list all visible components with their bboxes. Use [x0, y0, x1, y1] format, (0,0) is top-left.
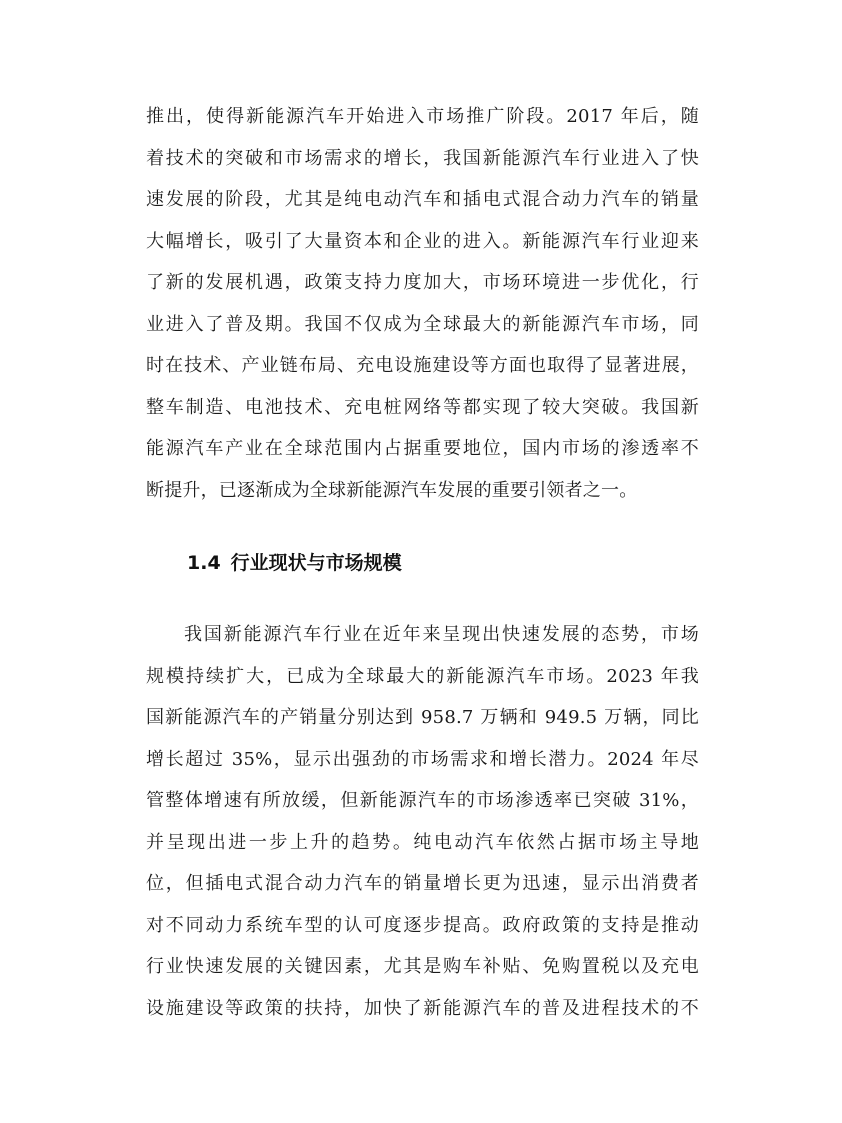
paragraph-line: 国新能源汽车的产销量分别达到 958.7 万辆和 949.5 万辆，同比	[146, 707, 699, 728]
paragraph-line: 管整体增速有所放缓，但新能源汽车的市场渗透率已突破 31%，	[146, 790, 699, 811]
paragraph-line: 业进入了普及期。我国不仅成为全球最大的新能源汽车市场，同	[146, 313, 699, 335]
paragraph-line: 了新的发展机遇，政策支持力度加大，市场环境进一步优化，行	[146, 272, 699, 293]
paragraph-line: 位，但插电式混合动力汽车的销量增长更为迅速，显示出消费者	[146, 873, 699, 894]
section-number: 1.4	[187, 552, 221, 574]
paragraph-line: 断提升，已逐渐成为全球新能源汽车发展的重要引领者之一。	[146, 479, 638, 501]
paragraph-line: 规模持续扩大，已成为全球最大的新能源汽车市场。2023 年我	[146, 665, 699, 687]
paragraph-market-size	[146, 614, 699, 1029]
paragraph-line: 能源汽车产业在全球范围内占据重要地位，国内市场的渗透率不	[146, 438, 699, 459]
paragraph-line: 大幅增长，吸引了大量资本和企业的进入。新能源汽车行业迎来	[146, 230, 699, 252]
paragraph-line: 行业快速发展的关键因素，尤其是购车补贴、免购置税以及充电	[146, 956, 699, 977]
section-heading	[187, 543, 402, 583]
paragraph-line: 我国新能源汽车行业在近年来呈现出快速发展的态势，市场	[184, 624, 699, 645]
paragraph-line: 整车制造、电池技术、充电桩网络等都实现了较大突破。我国新	[146, 396, 699, 418]
paragraph-line: 速发展的阶段，尤其是纯电动汽车和插电式混合动力汽车的销量	[146, 189, 699, 210]
section-title: 行业现状与市场规模	[230, 552, 402, 574]
paragraph-line: 增长超过 35%，显示出强劲的市场需求和增长潜力。2024 年尽	[146, 748, 699, 770]
paragraph-line: 时在技术、产业链布局、充电设施建设等方面也取得了显著进展，	[146, 355, 699, 376]
paragraph-line: 并呈现出进一步上升的趋势。纯电动汽车依然占据市场主导地	[146, 831, 699, 853]
paragraph-line: 着技术的突破和市场需求的增长，我国新能源汽车行业进入了快	[146, 147, 699, 169]
paragraph-history	[146, 96, 699, 511]
paragraph-line: 对不同动力系统车型的认可度逐步提高。政府政策的支持是推动	[146, 914, 699, 936]
paragraph-line: 设施建设等政策的扶持，加快了新能源汽车的普及进程技术的不	[146, 997, 699, 1019]
paragraph-line: 推出，使得新能源汽车开始进入市场推广阶段。2017 年后，随	[146, 106, 699, 127]
